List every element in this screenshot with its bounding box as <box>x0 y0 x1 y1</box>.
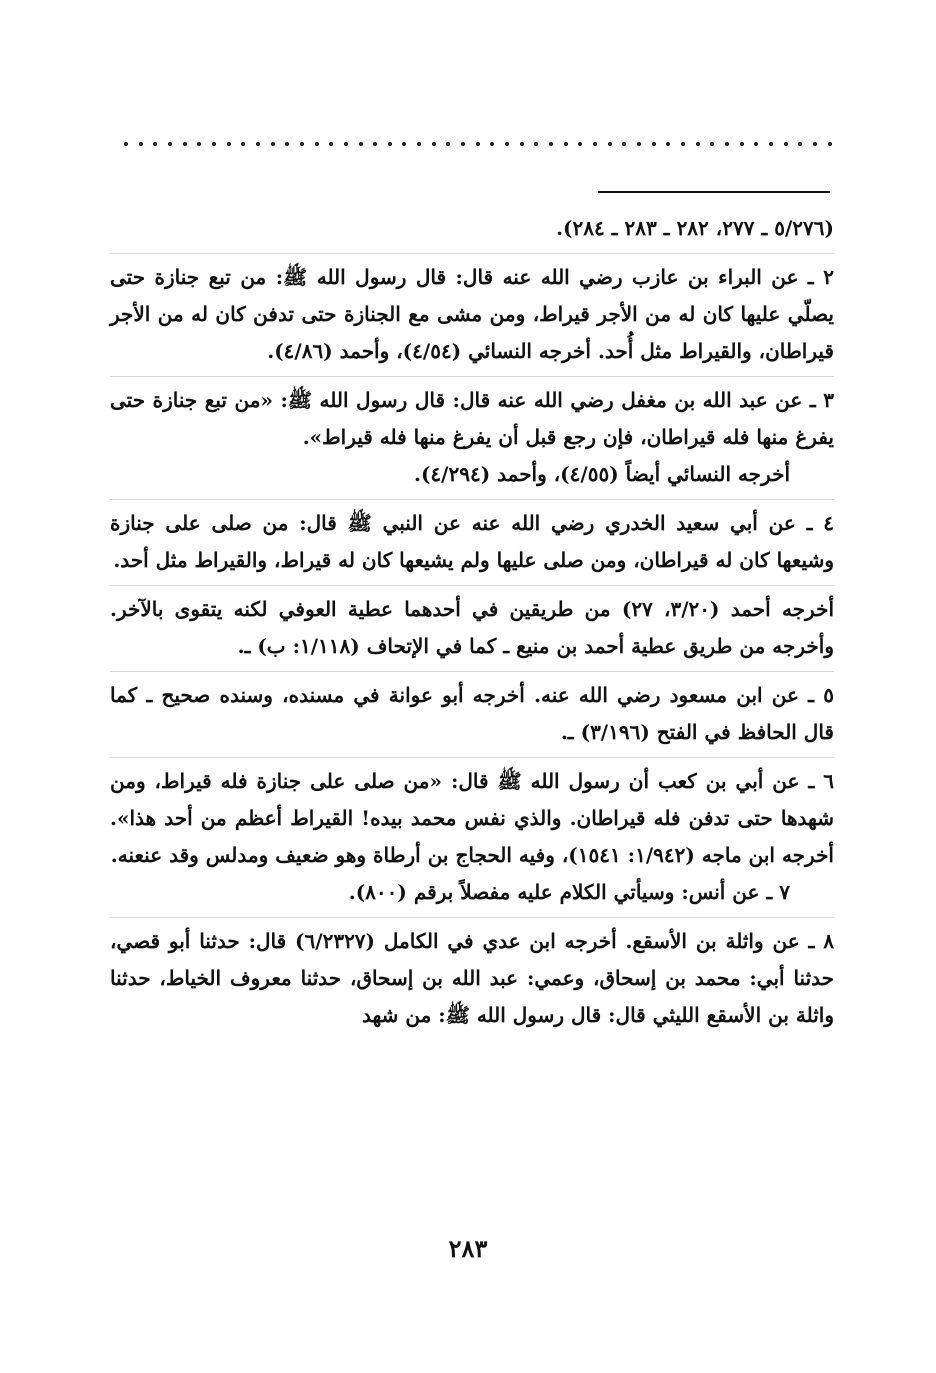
divider <box>110 671 834 672</box>
footnote-separator-rule <box>598 191 830 193</box>
decorative-dotted-line <box>124 136 832 152</box>
divider <box>110 499 834 500</box>
divider <box>110 917 834 918</box>
divider <box>110 757 834 758</box>
footnote-5: ٥ ـ عن ابن مسعود رضي الله عنه. أخرجه أبو عوانة في مسنده، وسنده صحيح ـ كما قال الحافظ في الفتح (٣/١٩٦) ـ. <box>110 683 834 744</box>
continuation-line: (٥/٢٧٦ ـ ٢٧٧، ٢٨٢ ـ ٢٨٣ ـ ٢٨٤). <box>556 216 834 240</box>
footnote-3-source: أخرجه النسائي أيضاً (٤/٥٥)، وأحمد (٤/٢٩٤). <box>413 462 790 486</box>
footnotes-body <box>110 210 834 1034</box>
divider <box>110 253 834 254</box>
page-number: ٢٨٣ <box>448 1234 488 1263</box>
footnote-8: ٨ ـ عن واثلة بن الأسقع. أخرجه ابن عدي في الكامل (٦/٢٣٢٧) قال: حدثنا أبو قصي، حدثنا أبي: محمد بن إسحاق، وعمي: عبد الله بن إسحاق، حدثنا معروف الخياط، حدثنا واثلة بن الأسقع الليثي قال: قال رسول الله ﷺ: من شهد <box>110 929 834 1027</box>
footnote-2: ٢ ـ عن البراء بن عازب رضي الله عنه قال: قال رسول الله ﷺ: من تبع جنازة حتى يصلّي عليها كان له من الأجر قيراط، ومن مشى مع الجنازة حتى تدفن كان له من الأجر قيراطان، والقيراط مثل أُحد. أخرجه النسائي (٤/٥٤)، وأحمد (٤/٨٦). <box>110 265 834 363</box>
footnote-3: ٣ ـ عن عبد الله بن مغفل رضي الله عنه قال: قال رسول الله ﷺ: «من تبع جنازة حتى يفرغ منها فله قيراطان، فإن رجع قبل أن يفرغ منها فله قيراط». <box>110 388 834 449</box>
footnote-7: ٧ ـ عن أنس: وسيأتي الكلام عليه مفصلاً برقم (٨٠٠). <box>348 880 790 904</box>
divider <box>110 585 834 586</box>
footnote-4: ٤ ـ عن أبي سعيد الخدري رضي الله عنه عن النبي ﷺ قال: من صلى على جنازة وشيعها كان له قيراطان، ومن صلى عليها ولم يشيعها كان له قيراط، والقيراط مثل أحد. <box>110 511 834 572</box>
footnote-4-source: أخرجه أحمد (٣/٢٠، ٢٧) من طريقين في أحدهما عطية العوفي لكنه يتقوى بالآخر. وأخرجه من طريق عطية أحمد بن منيع ـ كما في الإتحاف (١/١١٨: ب) ـ. <box>110 597 834 658</box>
footnote-6: ٦ ـ عن أبي بن كعب أن رسول الله ﷺ قال: «من صلى على جنازة فله قيراط، ومن شهدها حتى تدفن فله قيراطان. والذي نفس محمد بيده! القيراط أعظم من أحد هذا». أخرجه ابن ماجه (١/٩٤٢: ١٥٤١)، وفيه الحجاج بن أرطاة وهو ضعيف ومدلس وقد عنعنه. <box>110 769 834 867</box>
divider <box>110 376 834 377</box>
